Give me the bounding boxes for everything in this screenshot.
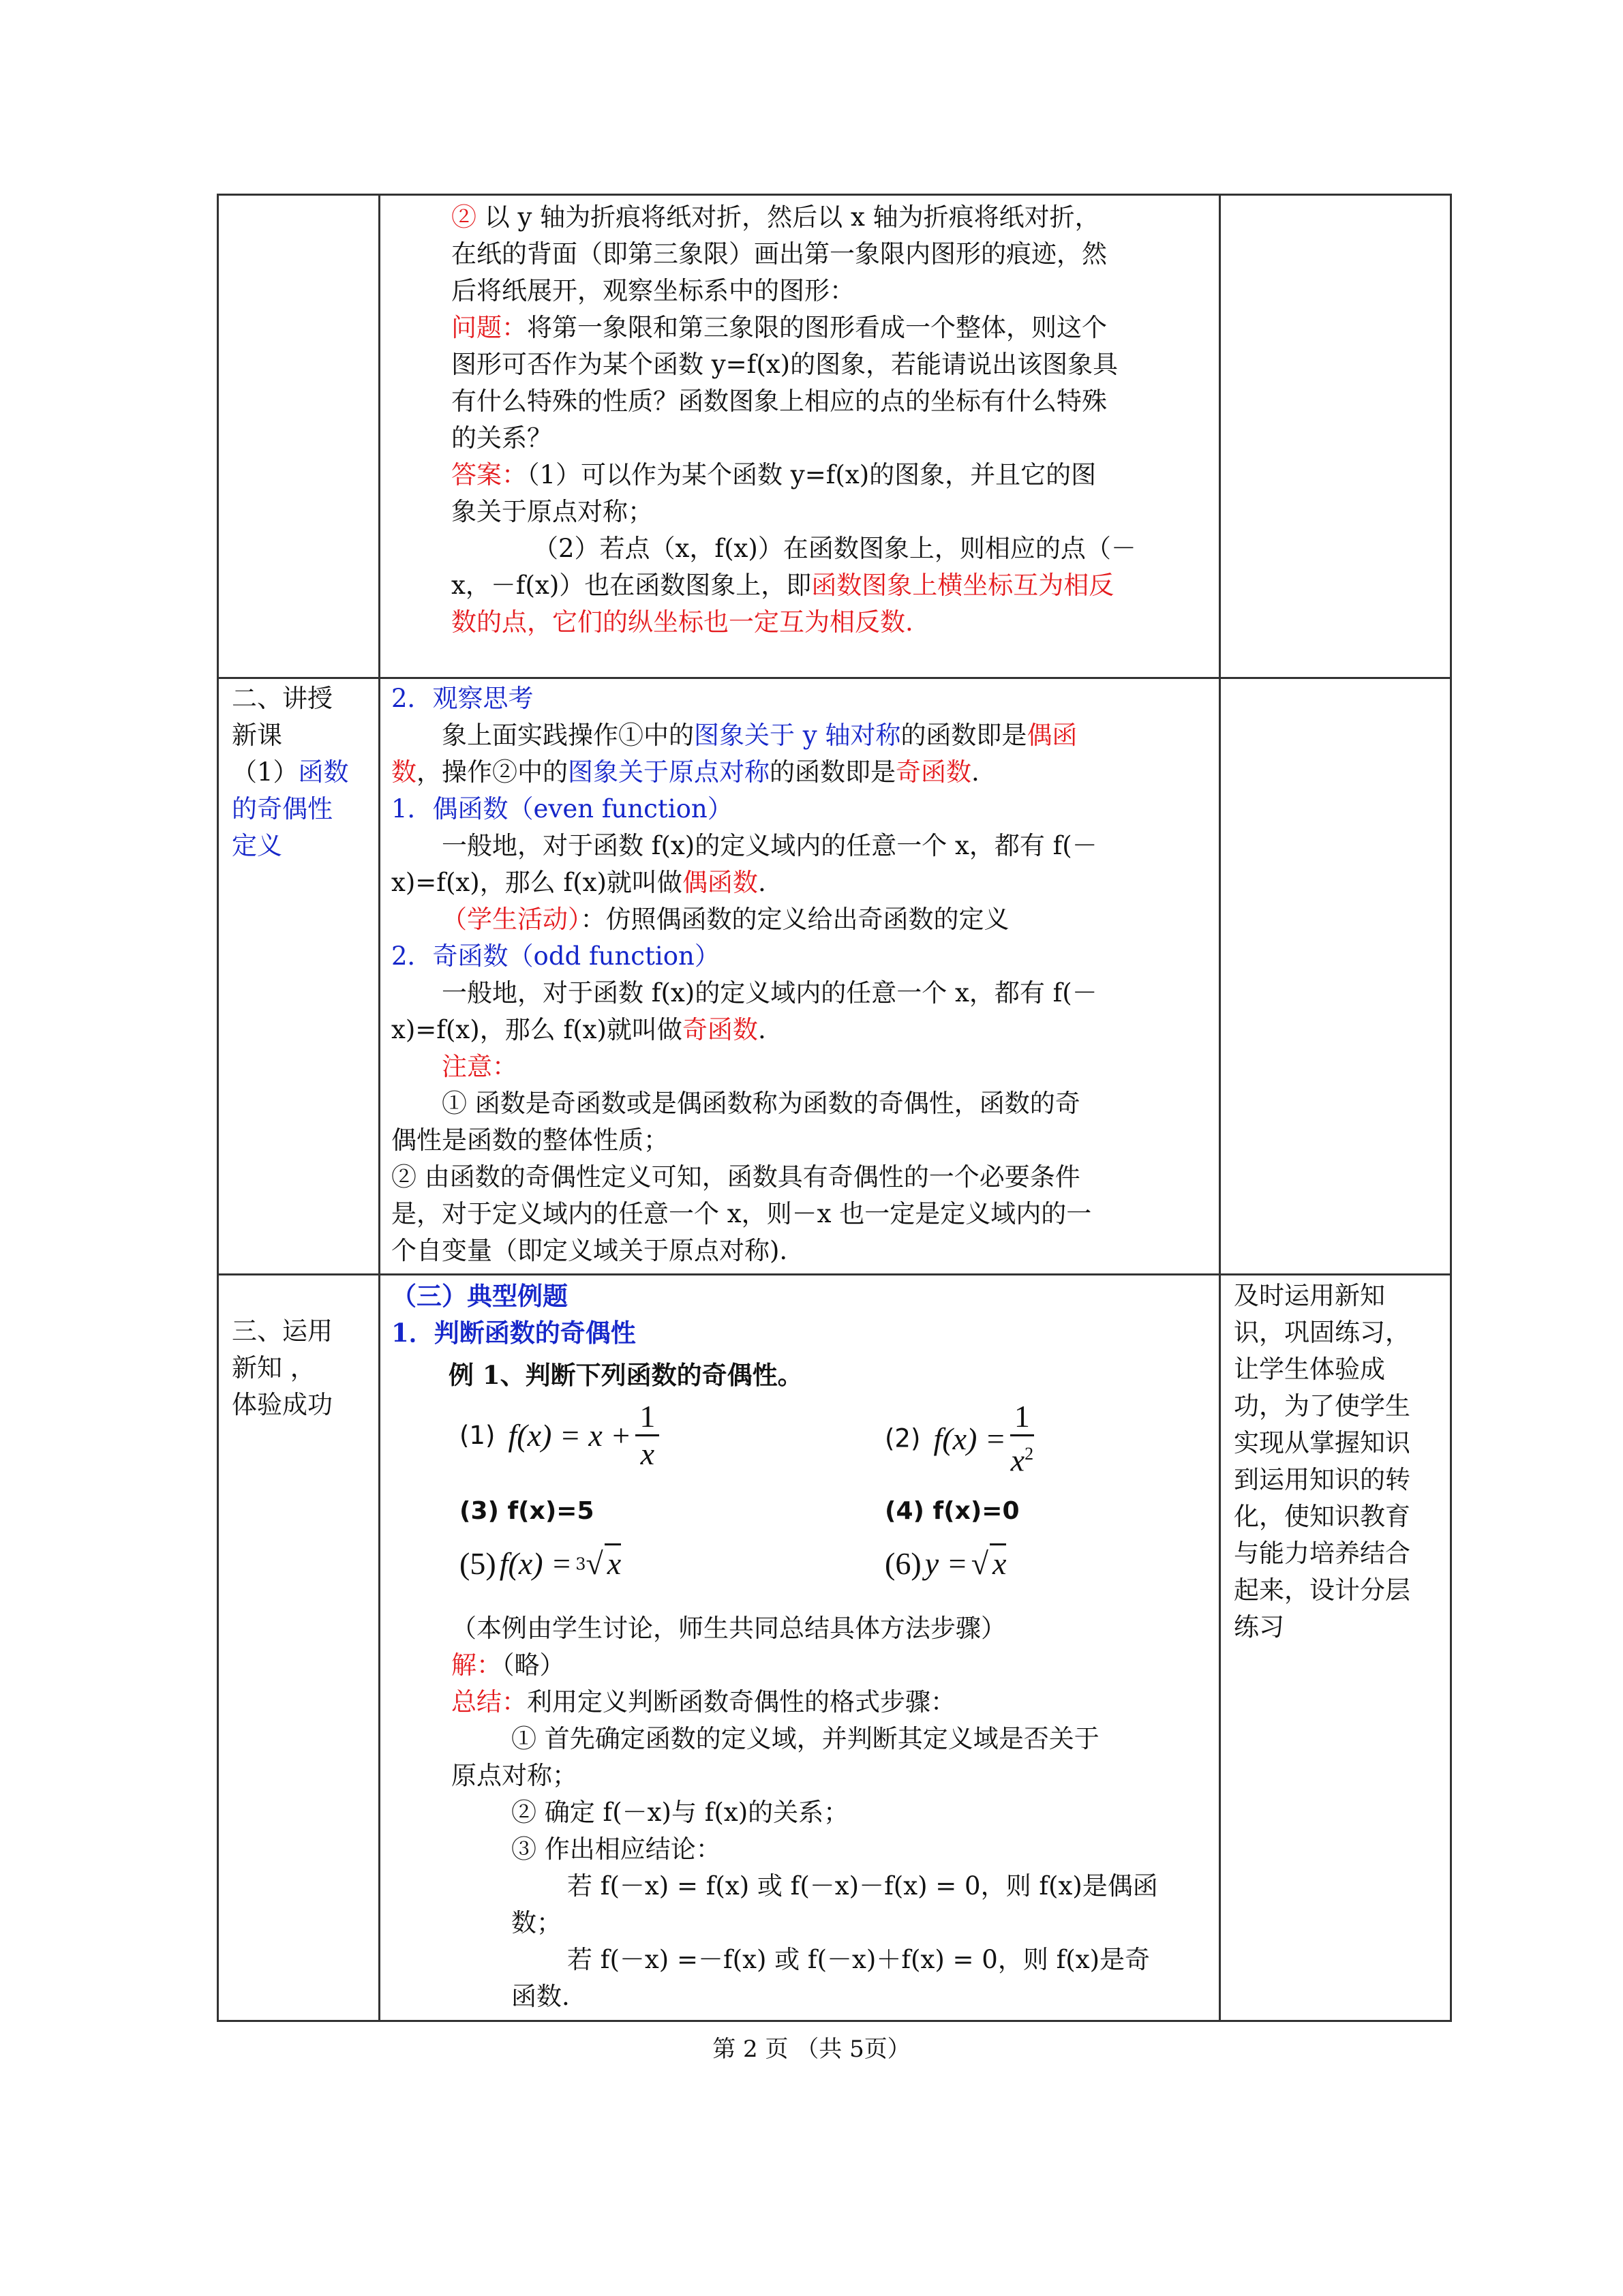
remark-line: 与能力培养结合: [1234, 1539, 1410, 1568]
row1-line: 的关系？: [451, 423, 552, 453]
section-title: 新知 ，: [232, 1353, 316, 1383]
text-run: （1）: [232, 757, 299, 787]
row1-line: [451, 457, 1215, 494]
heading: （三）典型例题: [391, 1281, 568, 1311]
section-title: 新课: [232, 721, 282, 750]
subsection-title: 定义: [232, 831, 282, 860]
step-line: 函数.: [511, 1982, 570, 2011]
row3-right: [1234, 1278, 1445, 1646]
row2-line: 个自变量（即定义域关于原点对称).: [391, 1236, 788, 1265]
text-run: 以 y 轴为折痕将纸对折，然后以 x 轴为折痕将纸对折，: [476, 202, 1100, 232]
formula-label: (5): [459, 1546, 496, 1581]
note-text: （本例由学生讨论，师生共同总结具体方法步骤）: [451, 1614, 1006, 1643]
root-index: 3: [575, 1554, 586, 1574]
row2-line: 是，对于定义域内的任意一个 x，则－x 也一定是定义域内的一: [391, 1199, 1092, 1228]
text-run: 函数: [298, 757, 349, 787]
row2-line: 一般地，对于函数 f(x)的定义域内的任意一个 x，都有 f(－: [442, 978, 1097, 1008]
lesson-table: [217, 194, 1452, 2022]
text-run: 利用定义判断函数奇偶性的格式步骤：: [527, 1687, 956, 1717]
row2-line: 偶性是函数的整体性质；: [391, 1126, 669, 1155]
step-line: 若 f(－x) = f(x) 或 f(－x)－f(x) = 0，则 f(x)是偶函: [567, 1871, 1158, 1901]
remark-line: 练习: [1234, 1612, 1284, 1642]
formula-label: (1): [459, 1421, 496, 1450]
fraction: [1010, 1399, 1034, 1478]
step-line: 数；: [511, 1908, 562, 1937]
row2-line: [391, 1012, 1216, 1048]
text-run: .: [757, 1015, 766, 1044]
text-run: ，操作②中的: [416, 757, 568, 787]
step-line: ③ 作出相应结论：: [511, 1834, 721, 1864]
formula-text: f(x) = x +: [508, 1418, 632, 1453]
numerator: 1: [1010, 1399, 1034, 1436]
formula-6: [885, 1543, 1006, 1591]
row1-line: 数的点，它们的纵坐标也一定互为相反数.: [451, 607, 913, 637]
row1-line: [451, 567, 1215, 604]
formula-3: (3) f(x)=5: [459, 1497, 594, 1525]
remark-line: 实现从掌握知识: [1234, 1428, 1410, 1457]
table-border-bottom: [217, 2020, 1452, 2022]
highlight-text: 函数图象上横坐标互为相反: [811, 571, 1114, 600]
radical-icon: √: [971, 1546, 989, 1581]
text-run: x，－f(x)）也在函数图象上，即: [451, 571, 812, 600]
text-run: （略）: [502, 1650, 565, 1680]
summary-label: 总结：: [451, 1687, 527, 1717]
formula-text: f(x) =: [499, 1546, 573, 1581]
remark-line: 化，使知识教育: [1234, 1502, 1410, 1531]
text-run: 奇函数: [896, 757, 971, 787]
text-run: 数: [391, 757, 416, 787]
text-run: 偶函: [1027, 721, 1078, 750]
row2-line: 一般地，对于函数 f(x)的定义域内的任意一个 x，都有 f(－: [442, 831, 1097, 860]
step-line: 若 f(－x) =－f(x) 或 f(－x)＋f(x) = 0，则 f(x)是奇: [567, 1945, 1151, 1974]
section-title: 二、讲授: [232, 684, 333, 713]
exponent: 2: [1025, 1444, 1034, 1464]
radical-icon: √: [586, 1546, 603, 1581]
remark-line: 功，为了使学生: [1234, 1391, 1410, 1421]
row3-content-lower: [451, 1610, 1215, 2015]
page-footer: 第 2 页 （共 5页）: [712, 2036, 911, 2063]
text-run: 象上面实践操作①中的: [442, 721, 694, 750]
row1-line: 后将纸展开，观察坐标系中的图形：: [451, 276, 855, 305]
row1-line: 图形可否作为某个函数 y=f(x)的图象，若能请说出该图象具: [451, 350, 1119, 379]
formula-label: (6): [885, 1546, 922, 1581]
remark-line: 识，巩固练习，: [1234, 1318, 1410, 1347]
step-line: ① 首先确定函数的定义域，并判断其定义域是否关于: [511, 1724, 1099, 1753]
row1-line: [451, 309, 1215, 346]
remark-line: 起来，设计分层: [1234, 1575, 1410, 1605]
formula-label: (2): [885, 1423, 921, 1453]
step-line: 原点对称；: [451, 1761, 577, 1790]
subsection-title: [232, 754, 375, 791]
table-border-right: [1450, 194, 1452, 2022]
row2-content: [391, 680, 1216, 1269]
row2-left: [232, 680, 375, 864]
row2-line: [391, 717, 1216, 754]
row3-left: [232, 1313, 375, 1423]
formula-text: f(x) =: [933, 1421, 1006, 1456]
remark-line: 到运用知识的转: [1234, 1465, 1410, 1494]
heading: 1．偶函数（even function）: [391, 794, 733, 824]
formula-4: (4) f(x)=0: [885, 1497, 1020, 1525]
text-run: （1）可以作为某个函数 y=f(x)的图象，并且它的图: [527, 460, 1097, 489]
section-title: 三、运用: [232, 1316, 333, 1346]
table-divider-1: [378, 194, 380, 2022]
formula-text: y =: [924, 1546, 968, 1581]
table-border-top: [217, 194, 1452, 196]
answer-label: 答案：: [451, 460, 527, 489]
solution-label: 解：: [451, 1650, 502, 1680]
row2-line: [391, 864, 1216, 901]
step-line: ② 确定 f(－x)与 f(x)的关系；: [511, 1798, 849, 1827]
formula-1: [459, 1399, 659, 1481]
row-divider-1: [217, 677, 1452, 679]
table-border-left: [217, 194, 219, 2022]
row1-line: （2）若点（x，f(x)）在函数图象上，则相应的点（－: [533, 534, 1136, 563]
text-run: .: [971, 757, 980, 787]
summary-line: [451, 1684, 1215, 1721]
formula-5: [459, 1543, 621, 1591]
row2-line: ① 函数是奇函数或是偶函数称为函数的奇偶性，函数的奇: [442, 1089, 1080, 1118]
row2-line: ② 由函数的奇偶性定义可知，函数具有奇偶性的一个必要条件: [391, 1162, 1080, 1192]
base: x: [1010, 1442, 1025, 1478]
radicand: x: [990, 1543, 1006, 1582]
example-title: 例 1、判断下列函数的奇偶性。: [449, 1360, 803, 1390]
text-run: 图象关于 y 轴对称: [694, 721, 901, 750]
row3-content: [391, 1278, 1216, 1399]
remark-line: 让学生体验成: [1234, 1355, 1385, 1384]
row1-line: 在纸的背面（即第三象限）画出第一象限内图形的痕迹，然: [451, 239, 1107, 269]
fraction: [635, 1399, 659, 1472]
formula-2: [885, 1399, 1034, 1481]
row2-line: [391, 754, 1216, 791]
row1-line: 有什么特殊的性质？函数图象上相应的点的坐标有什么特殊: [451, 387, 1107, 416]
text-run: 奇函数: [682, 1015, 758, 1044]
numerator: 1: [635, 1399, 659, 1436]
row-divider-2: [217, 1273, 1452, 1275]
denominator: x: [640, 1436, 655, 1471]
text-run: ：仿照偶函数的定义给出奇函数的定义: [580, 905, 1010, 934]
subsection-title: 的奇偶性: [232, 794, 333, 824]
text-run: x)=f(x)，那么 f(x)就叫做: [391, 1015, 682, 1044]
text-run: 的函数即是: [770, 757, 896, 787]
solution-line: [451, 1647, 1215, 1684]
question-label: 问题：: [451, 313, 527, 342]
heading: 2．观察思考: [391, 684, 534, 713]
text-run: 将第一象限和第三象限的图形看成一个整体，则这个: [527, 313, 1107, 342]
text-run: 的函数即是: [900, 721, 1027, 750]
row2-line: [391, 901, 1216, 938]
text-run: （学生活动）: [442, 905, 581, 934]
table-divider-2: [1219, 194, 1221, 2022]
heading: 2．奇函数（odd function）: [391, 941, 720, 971]
text-run: .: [757, 868, 766, 897]
text-run: 偶函数: [682, 868, 758, 897]
row1-line: 象关于原点对称；: [451, 497, 653, 526]
denominator: [1010, 1436, 1034, 1478]
radicand: x: [605, 1543, 621, 1582]
note-label: 注意：: [442, 1052, 517, 1081]
text-run: 图象关于原点对称: [568, 757, 770, 787]
text-run: x)=f(x)，那么 f(x)就叫做: [391, 868, 682, 897]
remark-line: 及时运用新知: [1234, 1281, 1385, 1310]
subheading: 1．判断函数的奇偶性: [391, 1318, 636, 1348]
section-title: 体验成功: [232, 1390, 333, 1419]
circle-two-marker: ②: [451, 202, 476, 232]
row1-line: [451, 199, 1215, 236]
row1-content: [451, 199, 1215, 641]
